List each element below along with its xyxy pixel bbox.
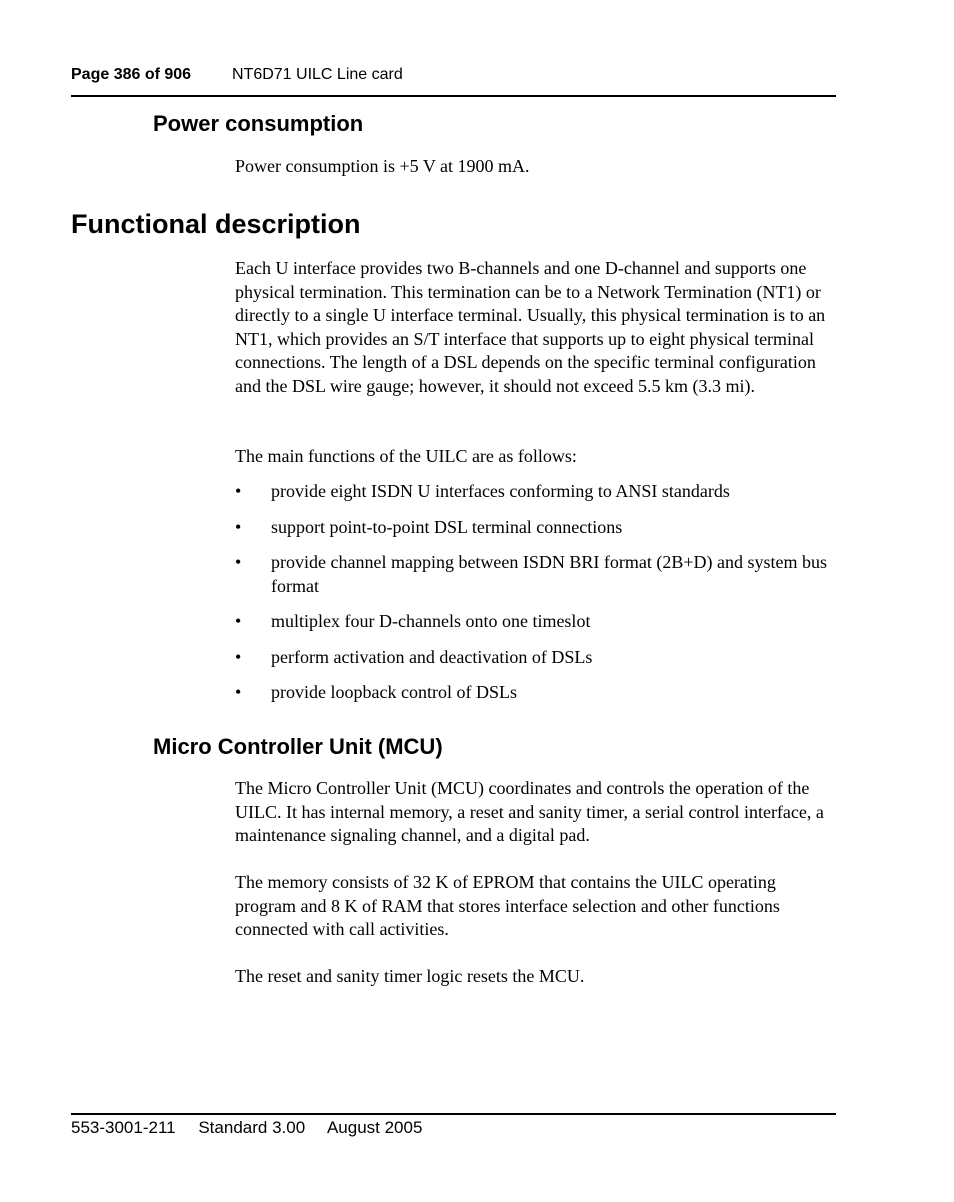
footer-date: August 2005 bbox=[326, 1118, 423, 1137]
heading-power-consumption: Power consumption bbox=[153, 111, 364, 136]
power-consumption-text: Power consumption is +5 V at 1900 mA. bbox=[235, 156, 530, 176]
functional-paragraph-1: Each U interface provides two B-channels and one D-channel and supports one physical termination. This termination can be to a Network Termination (NT1) or directly to a single U interface terminal. Usually, this physical termination is to an NT1, which provides an S/T interface that supports up to eight physical terminal connections. The length of a DSL depends on the specific terminal configuration and the DSL wire gauge; however, it should not exceed 5.5 km (3.3 mi). bbox=[235, 258, 826, 396]
header-divider bbox=[71, 95, 836, 97]
functional-paragraph-2: The main functions of the UILC are as follows: bbox=[235, 446, 577, 466]
list-item: • provide loopback control of DSLs bbox=[235, 681, 840, 705]
mcu-paragraph-2: The memory consists of 32 K of EPROM that contains the UILC operating program and 8 K of RAM that stores interface selection and other functions connected with call activities. bbox=[235, 872, 780, 939]
footer-doc-number: 553-3001-211 bbox=[71, 1118, 176, 1137]
list-item: • perform activation and deactivation of DSLs bbox=[235, 646, 840, 670]
list-item: • multiplex four D-channels onto one timeslot bbox=[235, 610, 840, 634]
functions-list bbox=[235, 480, 840, 717]
footer-divider bbox=[71, 1113, 836, 1115]
page-header bbox=[71, 66, 403, 84]
bullet-icon: • bbox=[235, 481, 242, 501]
list-item: • support point-to-point DSL terminal connections bbox=[235, 516, 840, 540]
page-number: Page 386 of 906 bbox=[71, 66, 192, 83]
document-title: NT6D71 UILC Line card bbox=[232, 66, 403, 83]
bullet-icon: • bbox=[235, 611, 242, 631]
bullet-icon: • bbox=[235, 516, 242, 537]
bullet-icon: • bbox=[235, 682, 242, 702]
footer-standard: Standard 3.00 bbox=[198, 1118, 306, 1137]
heading-mcu: Micro Controller Unit (MCU) bbox=[153, 734, 443, 759]
bullet-icon: • bbox=[235, 552, 242, 572]
mcu-paragraph-1: The Micro Controller Unit (MCU) coordinates and controls the operation of the UILC. It has internal memory, a reset and sanity timer, a serial control interface, a maintenance signaling channel, and a digital pad. bbox=[235, 778, 824, 845]
mcu-paragraph-3: The reset and sanity timer logic resets the MCU. bbox=[235, 966, 585, 986]
page-footer bbox=[71, 1118, 440, 1138]
list-item: • provide channel mapping between ISDN BRI format (2B+D) and system bus format bbox=[235, 552, 828, 596]
heading-functional-description: Functional description bbox=[71, 209, 361, 239]
list-item: • provide eight ISDN U interfaces conforming to ANSI standards bbox=[235, 480, 840, 504]
bullet-icon: • bbox=[235, 646, 242, 667]
